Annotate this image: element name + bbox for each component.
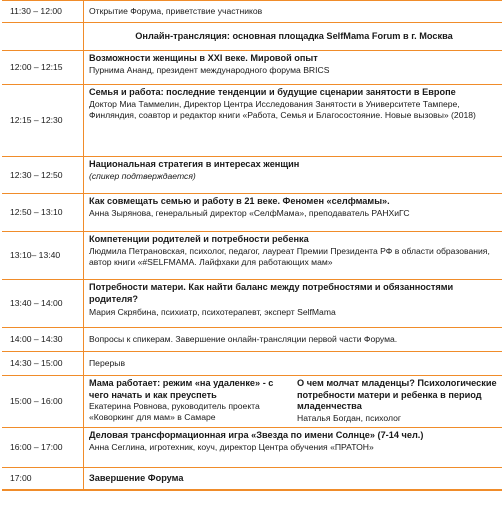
session-title: Возможности женщины в XXI веке. Мировой опыт <box>89 53 318 63</box>
session-title: Семья и работа: последние тенденции и будущие сценарии занятости в Европе <box>89 87 456 97</box>
schedule-row <box>2 280 502 328</box>
time-cell: 12:15 – 12:30 <box>2 85 84 157</box>
session-speaker: Екатерина Ровнова, руководитель проекта «Коворкинг для мам» в Самаре <box>89 401 260 422</box>
time-cell: 12:00 – 12:15 <box>2 51 84 85</box>
parallel-session-right <box>297 378 499 424</box>
time-cell: 15:00 – 16:00 <box>2 376 84 428</box>
session-title: Онлайн-трансляция: основная площадка SelfMama Forum в г. Москва <box>135 30 453 41</box>
schedule-row <box>2 232 502 280</box>
session-title: О чем молчат младенцы? Психологические потребности матери и ребенка в период младенчества <box>297 378 497 411</box>
session-speaker: Анна Сеглина, игротехник, коуч, директор Центра обучения «ПРАТОН» <box>89 441 374 452</box>
schedule-row <box>2 352 502 376</box>
schedule-row <box>2 85 502 157</box>
parallel-sessions <box>89 378 499 424</box>
session-text: Открытие Форума, приветствие участников <box>84 1 503 23</box>
session-speaker: Доктор Миа Таммелин, Директор Центра Исследования Занятости в Университете Тампере, Финляндия, соавтор и редактор книги «Работа, Семья и Благосостояние. Новые вызовы» (2018) <box>89 98 476 120</box>
time-cell: 11:30 – 12:00 <box>2 1 84 23</box>
parallel-session-left <box>89 378 291 424</box>
time-cell: 14:30 – 15:00 <box>2 352 84 376</box>
session-title: Деловая трансформационная игра «Звезда по имени Солнце» (7-14 чел.) <box>89 430 424 440</box>
session-title: Как совмещать семью и работу в 21 веке. Феномен «селфмамы». <box>89 196 390 206</box>
session-speaker: Анна Зырянова, генеральный директор «СелфМама», преподаватель РАНХиГС <box>89 207 410 218</box>
session-speaker: Мария Скрябина, психиатр, психотерапевт, эксперт SelfMama <box>89 307 336 317</box>
schedule-row <box>2 468 502 490</box>
time-cell <box>2 23 84 51</box>
session-speaker: Людмила Петрановская, психолог, педагог, лауреат Премии Президента РФ в области образования, автор книги «#SELFMAMA. Лайфхаки для работающих мам» <box>89 245 490 267</box>
time-cell: 12:50 – 13:10 <box>2 194 84 232</box>
schedule-row <box>2 51 502 85</box>
session-text: Вопросы к спикерам. Завершение онлайн-трансляции первой части Форума. <box>84 328 503 352</box>
schedule-row <box>2 1 502 23</box>
session-text: Перерыв <box>84 352 503 376</box>
schedule-row <box>2 23 502 51</box>
time-cell: 13:10– 13:40 <box>2 232 84 280</box>
session-note: (спикер подтверждается) <box>89 170 196 181</box>
session-title: Мама работает: режим «на удаленке» - с чего начать и как преуспеть <box>89 378 274 400</box>
session-title: Национальная стратегия в интересах женщин <box>89 159 300 169</box>
time-cell: 12:30 – 12:50 <box>2 157 84 194</box>
session-title: Потребности матери. Как найти баланс между потребностями и обязанностями родителя? <box>89 282 454 304</box>
schedule-row <box>2 194 502 232</box>
schedule-row <box>2 376 502 428</box>
session-speaker: Наталья Богдан, психолог <box>297 412 401 423</box>
time-cell: 16:00 – 17:00 <box>2 428 84 468</box>
session-title: Компетенции родителей и потребности ребенка <box>89 234 309 244</box>
session-title: Завершение Форума <box>89 472 184 483</box>
time-cell: 17:00 <box>2 468 84 490</box>
schedule-row <box>2 157 502 194</box>
schedule-table <box>2 0 502 491</box>
session-speaker: Пурнима Ананд, президент международного форума BRICS <box>89 64 330 75</box>
schedule-row <box>2 328 502 352</box>
time-cell: 14:00 – 14:30 <box>2 328 84 352</box>
time-cell: 13:40 – 14:00 <box>2 280 84 328</box>
schedule-row <box>2 428 502 468</box>
